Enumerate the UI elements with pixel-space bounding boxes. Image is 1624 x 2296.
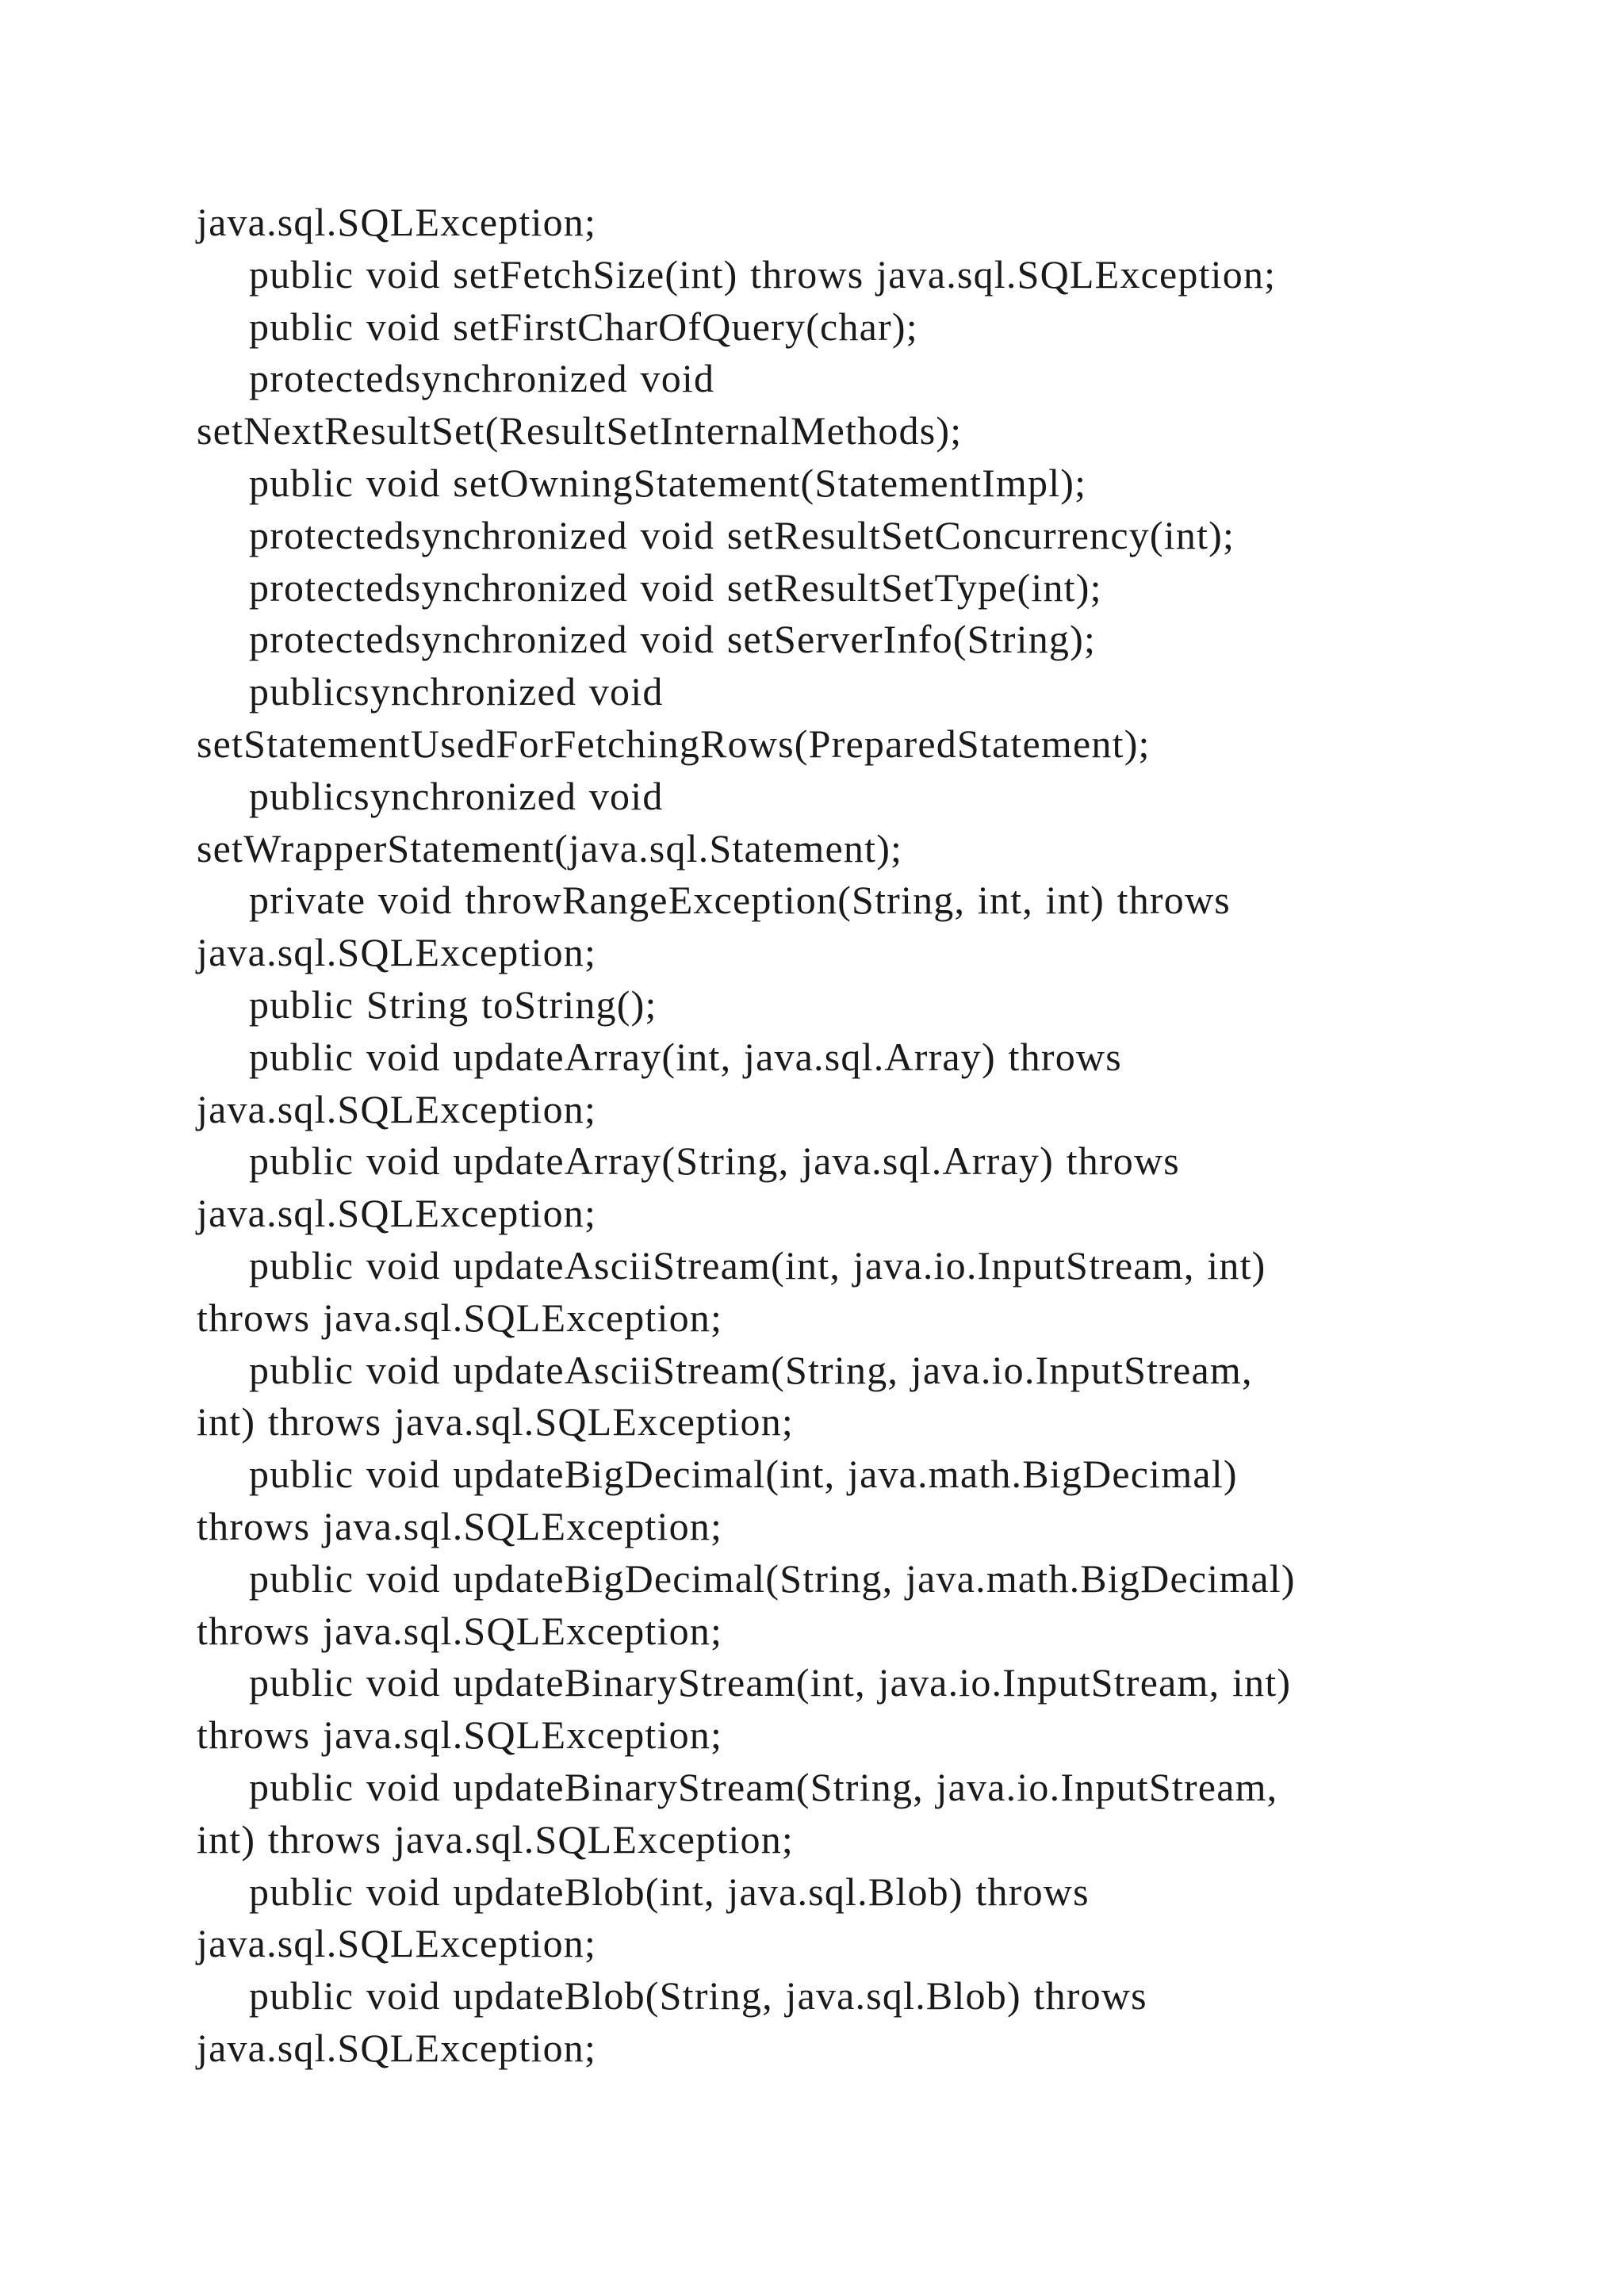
text-line: throws java.sql.SQLException; (197, 1295, 723, 1340)
text-line: protectedsynchronized void setServerInfo(String); (249, 617, 1097, 662)
text-line: protectedsynchronized void (249, 356, 715, 401)
text-line: publicsynchronized void (249, 669, 664, 714)
text-line: public void updateAsciiStream(int, java.io.InputStream, int) (249, 1242, 1266, 1288)
text-line: java.sql.SQLException; (197, 200, 597, 244)
text-line: java.sql.SQLException; (197, 2025, 597, 2070)
text-line: public void updateArray(String, java.sql.Array) throws (249, 1138, 1180, 1184)
text-line: protectedsynchronized void setResultSetType(int); (249, 564, 1102, 610)
text-line: setWrapperStatement(java.sql.Statement); (197, 825, 903, 871)
text-line: java.sql.SQLException; (197, 1086, 597, 1131)
text-line: public void updateBlob(int, java.sql.Blob) throws (249, 1869, 1090, 1914)
text-line: public void updateAsciiStream(String, java.io.InputStream, (249, 1347, 1253, 1392)
text-line: public void updateBlob(String, java.sql.Blob) throws (249, 1973, 1147, 2019)
text-line: setStatementUsedForFetchingRows(PreparedStatement); (197, 721, 1151, 766)
text-line: java.sql.SQLException; (197, 1921, 597, 1966)
text-line: public String toString(); (249, 982, 657, 1027)
text-line: throws java.sql.SQLException; (197, 1503, 723, 1548)
text-line: int) throws java.sql.SQLException; (197, 1399, 795, 1445)
text-line: public void updateBigDecimal(int, java.math.BigDecimal) (249, 1452, 1238, 1497)
text-line: public void updateBigDecimal(String, java.math.BigDecimal) (249, 1556, 1296, 1601)
text-line: publicsynchronized void (249, 773, 664, 818)
text-line: int) throws java.sql.SQLException; (197, 1816, 795, 1862)
text-line: java.sql.SQLException; (197, 930, 597, 975)
code-text-block (197, 197, 1465, 2075)
text-line: setNextResultSet(ResultSetInternalMethods); (197, 408, 963, 453)
text-line: public void updateBinaryStream(String, java.io.InputStream, (249, 1764, 1278, 1809)
text-line: public void setOwningStatement(StatementImpl); (249, 460, 1087, 505)
text-line: public void updateBinaryStream(int, java.io.InputStream, int) (249, 1660, 1292, 1705)
text-line: throws java.sql.SQLException; (197, 1608, 723, 1653)
text-line: java.sql.SQLException; (197, 1191, 597, 1236)
text-line: protectedsynchronized void setResultSetConcurrency(int); (249, 512, 1235, 557)
text-line: public void updateArray(int, java.sql.Array) throws (249, 1034, 1122, 1079)
text-line: public void setFetchSize(int) throws java.sql.SQLException; (249, 251, 1277, 297)
text-line: throws java.sql.SQLException; (197, 1712, 723, 1758)
text-line: public void setFirstCharOfQuery(char); (249, 304, 918, 349)
text-line: private void throwRangeException(String, int, int) throws (249, 878, 1231, 923)
